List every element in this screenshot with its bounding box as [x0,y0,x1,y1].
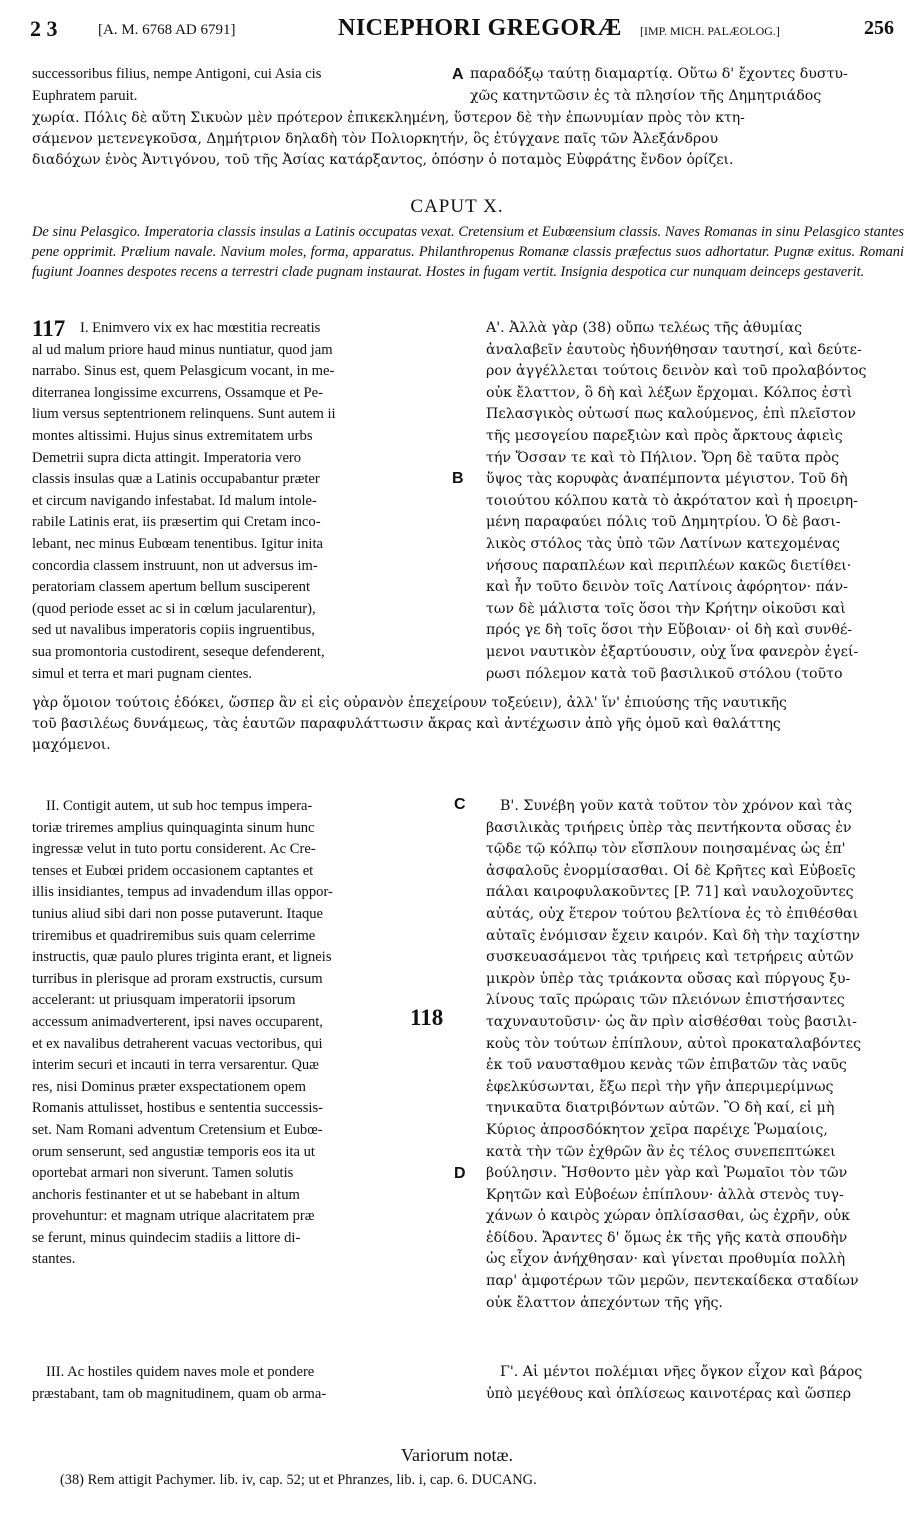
greek-line: συσκευασάμενοι τὰς τριήρεις καὶ τετρήρεις αὐτῶν [486,949,854,966]
greek-line: ἐφελκύσωνται, ἔξω περὶ τὴν γῆν ἀπεριμερίμνως [486,1078,834,1095]
chapter-heading: CAPUT X. [410,196,504,217]
latin-line: Demetrii supra dicta attingit. Imperatoria vero [32,449,302,466]
latin-line: I. Enimvero vix ex hac mœstitia recreatis [80,320,321,336]
section2-latin [32,796,452,1271]
section1-latin [32,340,452,686]
page-number-right: 256 [864,17,894,39]
chapter-summary: De sinu Pelasgico. Imperatoria classis insulas a Latinis occupatas vexat. Cretensium et Eubœensium classis. Naves Romanas in sinu Pelasgico stantes pene opprimit. Prælium navale. Navium moles, forma, apparatus. Philanthropenus Romanæ classis præfectus suos adhortatur. Pugnæ exitus. Romani fugiunt Joannes despotes recens a terrestri clade pugnam instaurat. Hostes in fugam vertit. Insignia despotica cur nunquam deinceps gestaverit. [32,224,904,280]
header-title: NICEPHORI GREGORÆ [338,15,622,41]
latin-line: orum senserunt, sed angustiæ temporis eos ita ut [32,1143,315,1160]
latin-line: præstabant, tam ob magnitudinem, quam ob arma- [32,1385,327,1402]
latin-line: diterranea longissime excurrens, Ossamque et Pe- [32,384,323,401]
header-years: [A. M. 6768 AD 6791] [98,22,236,38]
greek-line: κοὺς τὸν τούτων ἐπίπλουν, αὐτοὶ προκαταλαβόντες [486,1035,862,1052]
latin-line: (quod periode esset ac si in cœlum jacularentur), [32,600,316,617]
section1-full-greek [32,693,904,756]
full-line: μαχόμενοι. [32,737,111,753]
latin-line: al ud malum priore haud minus nuntiatur, quod jam [32,341,333,358]
latin-line: oportebat armari non siverunt. Tamen solutis [32,1165,294,1182]
latin-line: accelerant: ut priusquam imperatorii ipsorum [32,992,296,1009]
latin-line: triremibus et quadriremibus suis quam celerrime [32,927,316,944]
latin-line: concordia classem instruunt, non ut adversus im- [32,557,318,574]
greek-line: μικρὸν ὑπὲρ τὰς τριάκοντα οὔσας καὶ πύργους ξυ- [486,970,851,987]
latin-line: stantes. [32,1251,76,1268]
full-line: σάμενον μετενεγκοῦσα, Δημήτριον δηλαδὴ τὸν Πολιορκητήν, ὃς ἐτύγχανε παῖς τῶν Ἀλεξάνδρου [32,131,719,147]
latin-line: provehuntur: et magnam utrique alacritatem præ [32,1208,315,1225]
page-marker-118: 118 [410,1005,444,1030]
greek-line: ἀναλαβεῖν ἑαυτοὺς ἠδυνήθησαν ταυτησί, καὶ δεύτε- [486,341,862,358]
greek-line: τῆς μεσογείου παρεξιὼν καὶ πρὸς ἄρκτους ἀφιεὶς [486,427,843,444]
footnote-38: (38) Rem attigit Pachymer. lib. iv, cap. 52; ut et Phranzes, lib. i, cap. 6. DUCANG. [60,1472,537,1488]
latin-line: instructis, quæ paulo plures triginta erant, et ligneis [32,949,332,966]
latin-line: peratoriam classem apertum bellum susciperent [32,579,310,596]
latin-line: accessum animadverterent, ipsi naves occuparent, [32,1013,323,1030]
latin-line: lium versus septentrionem relinquens. Sunt autem ii [32,406,336,423]
greek-line: τηνικαῦτα διατριβόντων αὐτῶν. Ὃ δὴ καί, εἰ μὴ [486,1100,835,1117]
intro-latin [32,64,452,107]
greek-line: ταχυναυτοῦσιν· ὡς ἂν πρὶν αἰσθέσθαι τοὺς βασιλι- [486,1013,857,1030]
greek-line: μένη παραφαύει πόλις τοῦ Δημητρίου. Ὁ δὲ βασι- [486,514,841,531]
greek-line: τήν Ὄσσαν τε καὶ τὸ Πήλιον. Ὄρη δὲ ταῦτα πρὸς [486,449,840,466]
intro-greek [470,64,904,107]
greek-line: ἐδίδου. Ἄραντες δ' ὅμως ἐκ τῆς γῆς κατὰ σπουδὴν [486,1229,848,1246]
greek-line: οὐκ ἔλαττον, ὃ δὴ καὶ λέξων ἔρχομαι. Κόλπος ἐστὶ [486,384,853,401]
section1-latin-first [80,318,452,340]
latin-line: classis insulas quæ a Latinis occupabantur præter [32,471,320,488]
section1-greek [486,318,904,685]
greek-line: ὑπὸ μεγέθους καὶ ὁπλίσεως καινοτέρας καὶ ὥσπερ [486,1385,852,1402]
latin-line: tunius aliud sibi dari non posse putaverunt. Itaque [32,905,324,922]
greek-line: Α'. Ἀλλὰ γὰρ (38) οὔπω τελέως τῆς ἀθυμίας [486,320,803,336]
full-line: γὰρ ὅμοιον τούτοις ἐδόκει, ὥσπερ ἂν εἰ εἰς οὐρανὸν ἐπεχείρουν τοξεύειν), ἀλλ' ἵν' ἐπιούσης τῆς ναυτικῆς [32,695,787,711]
margin-marker-c: C [454,796,466,813]
latin-line: lebant, nec minus Eubœam tenentibus. Igitur inita [32,535,323,552]
greek-line: νήσους παραπλέων καὶ περιπλέων κακῶς διετίθει· [486,557,852,574]
running-header [30,14,894,48]
greek-line: λίνους ταῖς πρώραις τῶν πλειόνων ἐπιστήσαντες [486,992,845,1009]
full-line: τοῦ βασιλέως δυνάμεως, τὰς ἑαυτῶν παραφυλάττωσιν ἄκρας καὶ ἀντέχωσιν ἀπὸ γῆς ὁμοῦ καὶ θαλάττης [32,716,781,732]
margin-marker-a: A [452,66,464,83]
intro-latin-line: successoribus filius, nempe Antigoni, cui Asia cis [32,66,322,82]
latin-line: ingressæ velut in tuto portu considerent. Ac Cre- [32,841,316,858]
greek-line: πρός γε δὴ τοῖς ὅσοι τὴν Εὔβοιαν· οἱ δὴ καὶ συνθέ- [486,622,853,639]
latin-line: et ex navalibus detraherent vacuas vectoribus, qui [32,1035,323,1052]
section3-latin [32,1362,452,1405]
margin-marker-b: B [452,470,464,487]
intro-greek-line: χῶς κατηντῶσιν ἐς τὰ πλησίον τῆς Δημητριάδος [470,87,822,104]
latin-line: sua promontoria custodirent, seseque defenderent, [32,643,325,660]
greek-line: ἐκ τοῦ ναυσταθμου κενὰς τῶν ἐπιβατῶν τὰς ναῦς [486,1057,847,1074]
latin-line: montes altissimi. Hujus sinus extremitatem urbs [32,427,313,444]
greek-line: τῷδε τῷ κόλπῳ τὸν εἴσπλουν ποιησαμένας ὡς ἐπ' [486,841,846,858]
notes-heading: Variorum notæ. [401,1445,513,1465]
latin-line: narrabo. Sinus est, quem Pelasgicum vocant, in me- [32,363,335,380]
greek-line: μενοι ναυτικὸν ἐξαρτύουσιν, οὐχ ἵνα φανερὸν ἐγεί- [486,643,859,660]
greek-line: οὐκ ἔλαττον ἀπεχόντων τῆς γῆς. [486,1294,723,1311]
latin-line: res, nisi Dominus præter exspectationem opem [32,1078,306,1095]
latin-line: anchoris festinanter et ut se habebant in altum [32,1186,300,1203]
latin-line: set. Nam Romani adventum Cretensium et Eubœ- [32,1121,323,1138]
section3-greek [486,1362,904,1405]
greek-line: παρ' ἀμφοτέρων τῶν μερῶν, πεντεκαίδεκα σταδίων [486,1273,859,1290]
header-scope: [IMP. MICH. PALÆOLOG.] [640,24,780,38]
latin-line: tenses et Eubœi pridem occasionem captantes et [32,862,314,879]
greek-line: των δὲ μάλιστα τοῖς ὅσοι τὴν Κρήτην οἰκοῦσι καὶ [486,600,846,617]
greek-line: λικὸς στόλος τὰς ὑπὸ τῶν Λατίνων κατεχομένας [486,535,840,552]
latin-line: Romanis attulisset, hostibus e sententia successis- [32,1100,324,1117]
latin-line: rabile Latinis erat, iis præsertim qui Cretam inco- [32,514,321,531]
full-line: διαδόχων ἑνὸς Ἀντιγόνου, τοῦ τῆς Ἀσίας κατάρξαντος, ὁπόσην ὁ ποταμὸς Εὐφράτης ἔνδον ὁρίζει. [32,152,734,168]
latin-line: se ferunt, minus quindecim stadiis a littore di- [32,1229,301,1246]
greek-line: Κρητῶν καὶ Εὐβοέων ἐπίπλουν· ἀλλὰ στενὸς τυγ- [486,1186,844,1203]
section2-greek [486,796,904,1314]
latin-line: simul et terra et mari pugnam cientes. [32,665,253,682]
greek-line: Γ'. Αἱ μέντοι πολέμιαι νῆες ὄγκον εἶχον καὶ βάρος [500,1364,863,1380]
margin-marker-d: D [454,1165,466,1182]
latin-line: illis insidiantes, tempus ad invadendum illas oppor- [32,884,333,901]
greek-line: Πελασγικὸς οὑτωσί πως καλούμενος, ἐπὶ πλεῖστον [486,406,856,423]
greek-line: τοιούτου κόλπου κατὰ τὸ ἀκρότατον καὶ ἡ προειρη- [486,492,858,509]
latin-line: III. Ac hostiles quidem naves mole et pondere [46,1364,315,1380]
greek-line: Β'. Συνέβη γοῦν κατὰ τοῦτον τὸν χρόνον καὶ τὰς [500,798,853,814]
greek-line: βούλησιν. Ἤσθοντο μὲν γὰρ καὶ Ῥωμαῖοι τὸν τῶν [486,1165,848,1182]
page-number-left: 2 3 [30,16,58,41]
greek-line: ἀσφαλοῦς ἐνορμίσασθαι. Οἱ δὲ Κρῆτες καὶ Εὐβοεῖς [486,862,856,879]
greek-line: ρον ἀγγέλλεται τούτοις δεινὸν καὶ τοῦ προλαβόντος [486,363,867,380]
greek-line: χάνων ὁ καιρὸς χώραν ὁπλίσασθαι, ὡς ἐχρῆν, οὐκ [486,1208,850,1225]
greek-line: βασιλικὰς τριήρεις ὑπὲρ τὰς πεντήκοντα οὔσας ἐν [486,819,852,836]
full-line: χωρία. Πόλις δὲ αὕτη Σικυὼν μὲν πρότερον ἐπικεκλημένη, ὕστερον δὲ τὴν ἐπωνυμίαν πρὸς τὸν κτη- [32,110,745,126]
greek-line: πάλαι καιροφυλακοῦντες [P. 71] καὶ ναυλοχοῦντες [486,884,854,901]
greek-line: καὶ ἦν τοῦτο δεινὸν τοῖς Λατίνοις ἀφόρητον· πάν- [486,579,848,596]
latin-line: sed ut navalibus imperatoris copiis ingruentibus, [32,622,315,639]
latin-line: toriæ triremes amplius quinquaginta sinum hunc [32,819,315,836]
intro-full-greek [32,108,904,171]
greek-line: ρωσι πόλεμον κατὰ τοῦ βασιλικοῦ στόλου (τοῦτο [486,665,843,682]
greek-line: ὕψος τὰς κορυφὰς ἀναπέμποντα μέγιστον. Τοῦ δὴ [486,471,848,488]
greek-line: κατὰ τὴν τῶν ἐχθρῶν ἂν ἐς τέλος συνεπεπτώκει [486,1143,836,1160]
intro-latin-line: Euphratem paruit. [32,87,138,104]
latin-line: turribus in plerisque ad proram exstructis, cursum [32,970,323,987]
latin-line: II. Contigit autem, ut sub hoc tempus impera- [46,798,313,814]
latin-line: et circum navigando infestabat. Id malum intole- [32,492,317,509]
latin-line: interim securi et incauti in terra versarentur. Quæ [32,1057,319,1074]
page-marker-117: 117 [32,316,66,341]
greek-line: Κύριος ἀπροσδόκητον χεῖρα παρέιχε Ῥωμαίοις, [486,1121,828,1138]
greek-line: αὐτάς, οὐχ ἕτερον τούτου βελτίονα ἐς τὸ ἐπιθέσθαι [486,905,859,922]
intro-greek-line: παραδόξῳ ταύτῃ διαμαρτίᾳ. Οὕτω δ' ἔχοντες δυστυ- [470,66,848,82]
greek-line: αὐταῖς ἐνόμισαν ἔχειν καιρόν. Καὶ δὴ τὴν ταχίστην [486,927,860,944]
greek-line: ὡς εἶχον ἀνήχθησαν· καὶ γίνεται προθυμία πολλὴ [486,1251,846,1268]
